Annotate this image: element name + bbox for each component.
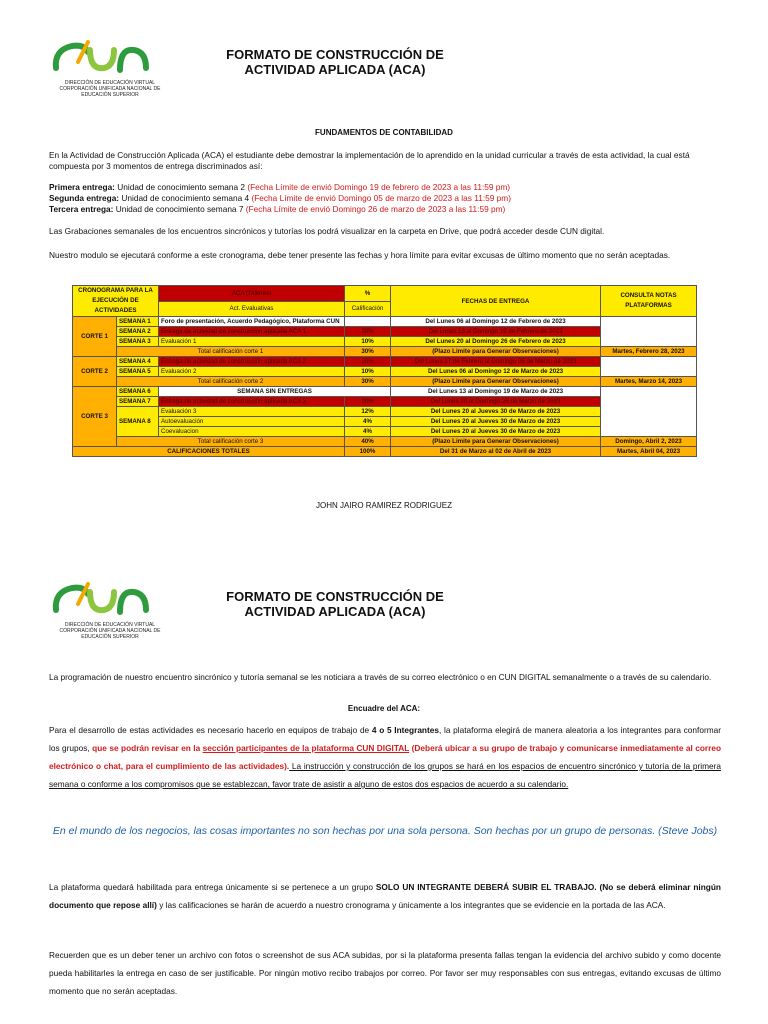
cun-logo-mark: [50, 38, 160, 78]
table-row: CORTE 1 SEMANA 1 Foro de presentación, Acuerdo Pedagógico, Plataforma CUN Del Lunes 06 al Domingo 12 de Febrero de 2023: [73, 317, 697, 327]
table-total-row: Total calificación corte 1 30% (Plazo Limite para Generar Observaciones) Martes, Febrero 28, 2023: [73, 347, 697, 357]
table-row: SEMANA 8 Evaluación 3 12% Del Lunes 20 al Jueves 30 de Marzo de 2023: [73, 407, 697, 417]
remember-paragraph: Recuerden que es un deber tener un archivo con fotos o screenshot de sus ACA subidas, por si la plataforma presenta fallas tengan la evidencia del archivo subido y como docente pueda habilitarles la entrega en caso de ser justificable. Por ningún motivo recibo trabajos por correo. Por favor ser muy responsables con sus entregas, evitando excusas de último momento que no serán aceptadas.: [49, 950, 721, 996]
table-row: SEMANA 7 Entrega de actividad de construcción aplicada ACA 3 20% Del Lunes 20 al Domingo 26 de Marzo de 2023: [73, 397, 697, 407]
subject-title: FUNDAMENTOS DE CONTABILIDAD: [315, 128, 453, 137]
encuadre-title: Encuadre del ACA:: [347, 704, 421, 713]
delivery-item: Segunda entrega: Unidad de conocimiento semana 4 (Fecha Límite de envió Domingo 05 de marzo de 2023 a las 11:59 pm): [49, 193, 511, 203]
signature: JOHN JAIRO RAMIREZ RODRIGUEZ: [315, 501, 452, 510]
table-total-row: Total calificación corte 3 40% (Plazo Limite para Generar Observaciones) Domingo, Abril 2, 2023: [73, 437, 697, 447]
encuadre-paragraph: Para el desarrollo de estas actividades es necesario hacerlo en equipos de trabajo de 4 o 5 Integrantes, la plataforma elegirá de manera aleatoria a los integrantes para conformar los grupos, que se podrán revisar en la sección participantes de la plataforma CUN DIGITAL (Deberá ubicar a su grupo de trabajo y comunicarse inmediatamente al correo electrónico o chat, para el cumplimiento de las actividades). La instrucción y construcción de los grupos se hará en los espacios de encuentro sincrónico y tutoría de la primera semana o conforme a los compromisos que se establezcan, favor trate de asistir a alguno de estos dos espacios de acuerdo a su calendario.: [49, 725, 722, 789]
delivery-item: Primera entrega: Unidad de conocimiento semana 2 (Fecha Límite de envió Domingo 19 de febrero de 2023 a las 11:59 pm): [49, 182, 511, 192]
logo-subtitle: DIRECCIÓN DE EDUCACIÓN VIRTUAL CORPORACIÓN UNIFICADA NACIONAL DE EDUCACIÓN SUPERIOR: [59, 622, 161, 640]
programming-paragraph: La programación de nuestro encuentro sincrónico y tutoría semanal se les noticiara a través de su correo electrónico o en CUN DIGITAL semanalmente o a través de su calendario.: [49, 672, 712, 682]
table-row: SEMANA 2 Entrega de actividad de construcción aplicada ACA 1 20% Del Lunes 13 al Domingo 19 de Febrero de 2023: [73, 327, 697, 337]
logo-subtitle: DIRECCIÓN DE EDUCACIÓN VIRTUAL CORPORACIÓN UNIFICADA NACIONAL DE EDUCACIÓN SUPERIOR: [59, 80, 161, 98]
delivery-item: Tercera entrega: Unidad de conocimiento semana 7 (Fecha Límite de envió Domingo 26 de marzo de 2023 a las 11:59 pm): [49, 204, 506, 214]
steve-jobs-quote: En el mundo de los negocios, las cosas importantes no son hechas por una sola persona. Son hechas por un grupo de personas. (Steve Jobs): [52, 825, 718, 837]
table-total-row: Total calificación corte 2 30% (Plazo Limite para Generar Observaciones) Martes, Marzo 14, 2023: [73, 377, 697, 387]
table-row: Coevaluacion 4% Del Lunes 20 al Jueves 30 de Marzo de 2023: [73, 427, 697, 437]
table-header-row: CRONOGRAMA PARA LA EJECUCIÓN DE ACTIVIDADES ACA (Talleres) % FECHAS DE ENTREGA CONSULTA NOTAS PLATAFORMAS: [73, 286, 697, 302]
schedule-note: Nuestro modulo se ejecutará conforme a este cronograma, debe tener presente las fechas y hora límite para evitar excusas de último momento que no serán aceptadas.: [49, 250, 671, 260]
page-title: FORMATO DE CONSTRUCCIÓN DE ACTIVIDAD APLICADA (ACA): [226, 589, 444, 619]
cun-logo-mark: [50, 580, 160, 620]
schedule-table: [72, 285, 697, 457]
intro-paragraph: En la Actividad de Construcción Aplicada (ACA) el estudiante debe demostrar la implementación de lo aprendido en la unidad curricular a través de esta actividad, la cual está compuesta por 3 momentos de entrega discriminados así:: [49, 150, 690, 171]
table-row: CORTE 2 SEMANA 4 Entrega de actividad de construcción aplicada ACA 2 20% Del Lunes 27 de Febrero al Domingo 05 de Marzo de 2023: [73, 357, 697, 367]
table-row: Autoevaluación 4% Del Lunes 20 al Jueves 30 de Marzo de 2023: [73, 417, 697, 427]
cun-logo: [50, 580, 170, 640]
table-header-row: Act. Evaluativas Calificación: [73, 301, 697, 317]
platform-paragraph: La plataforma quedará habilitada para entrega únicamente si se pertenece a un grupo SOLO UN INTEGRANTE DEBERÁ SUBIR EL TRABAJO. (No se deberá eliminar ningún documento que repose allí) y las calificaciones se harán de acuerdo a nuestro cronograma y únicamente a los integrantes que se evidencie en la portada de las ACA.: [49, 882, 721, 910]
table-row: SEMANA 5 Evaluación 2 10% Del Lunes 06 al Domingo 12 de Marzo de 2023: [73, 367, 697, 377]
table-row: CORTE 3 SEMANA 6 SEMANA SIN ENTREGAS Del Lunes 13 al Domingo 19 de Marzo de 2023: [73, 387, 697, 397]
table-grand-total-row: CALIFICACIONES TOTALES 100% Del 31 de Marzo al 02 de Abril de 2023 Martes, Abril 04, 2023: [73, 447, 697, 457]
page-title: FORMATO DE CONSTRUCCIÓN DE ACTIVIDAD APLICADA (ACA): [226, 47, 444, 77]
table-row: SEMANA 3 Evaluación 1 10% Del Lunes 20 al Domingo 26 de Febrero de 2023: [73, 337, 697, 347]
cun-logo: [50, 38, 170, 98]
deliveries-list: [49, 182, 721, 215]
recordings-paragraph: Las Grabaciones semanales de los encuentros sincrónicos y tutorías los podrá visualizar en la carpeta en Drive, que podrá acceder desde CUN digital.: [49, 226, 605, 236]
